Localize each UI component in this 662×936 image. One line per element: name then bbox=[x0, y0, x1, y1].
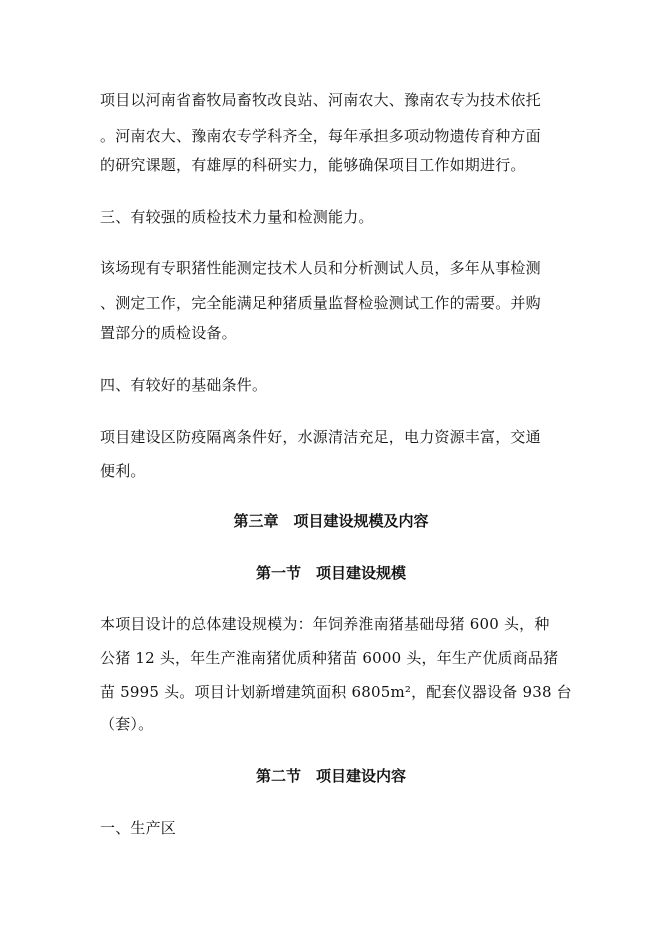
paragraph-line: 。河南农大、豫南农专学科齐全，每年承担多项动物遗传育种方面 bbox=[100, 127, 541, 145]
section-line: 一、生产区 bbox=[100, 819, 177, 837]
paragraph-line: 苗 5995 头。项目计划新增建筑面积 6805m²，配套仪器设备 938 台 bbox=[100, 683, 572, 701]
paragraph-line: 公猪 12 头，年生产淮南猪优质种猪苗 6000 头，年生产优质商品猪 bbox=[100, 649, 559, 667]
paragraph-line: 项目以河南省畜牧局畜牧改良站、河南农大、豫南农专为技术依托 bbox=[100, 91, 541, 109]
section-line: 三、有较强的质检技术力量和检测能力。 bbox=[100, 208, 374, 226]
paragraph-line: 便利。 bbox=[100, 462, 146, 480]
chapter-heading: 第三章 项目建设规模及内容 bbox=[233, 512, 429, 530]
paragraph-line: 置部分的质检设备。 bbox=[100, 324, 237, 342]
paragraph-line: 该场现有专职猪性能测定技术人员和分析测试人员，多年从事检测 bbox=[100, 259, 541, 277]
paragraph-line: 、测定工作，完全能满足种猪质量监督检验测试工作的需要。并购 bbox=[100, 294, 541, 312]
section-heading: 第一节 项目建设规模 bbox=[255, 564, 406, 582]
paragraph-line: 本项目设计的总体建设规模为：年饲养淮南猪基础母猪 600 头，种 bbox=[100, 615, 550, 633]
section-heading: 第二节 项目建设内容 bbox=[255, 767, 406, 785]
paragraph-line: 项目建设区防疫隔离条件好，水源清洁充足，电力资源丰富，交通 bbox=[100, 428, 541, 446]
paragraph-line: （套）。 bbox=[100, 715, 154, 733]
paragraph-line: 的研究课题，有雄厚的科研实力，能够确保项目工作如期进行。 bbox=[100, 156, 526, 174]
section-line: 四、有较好的基础条件。 bbox=[100, 376, 268, 394]
